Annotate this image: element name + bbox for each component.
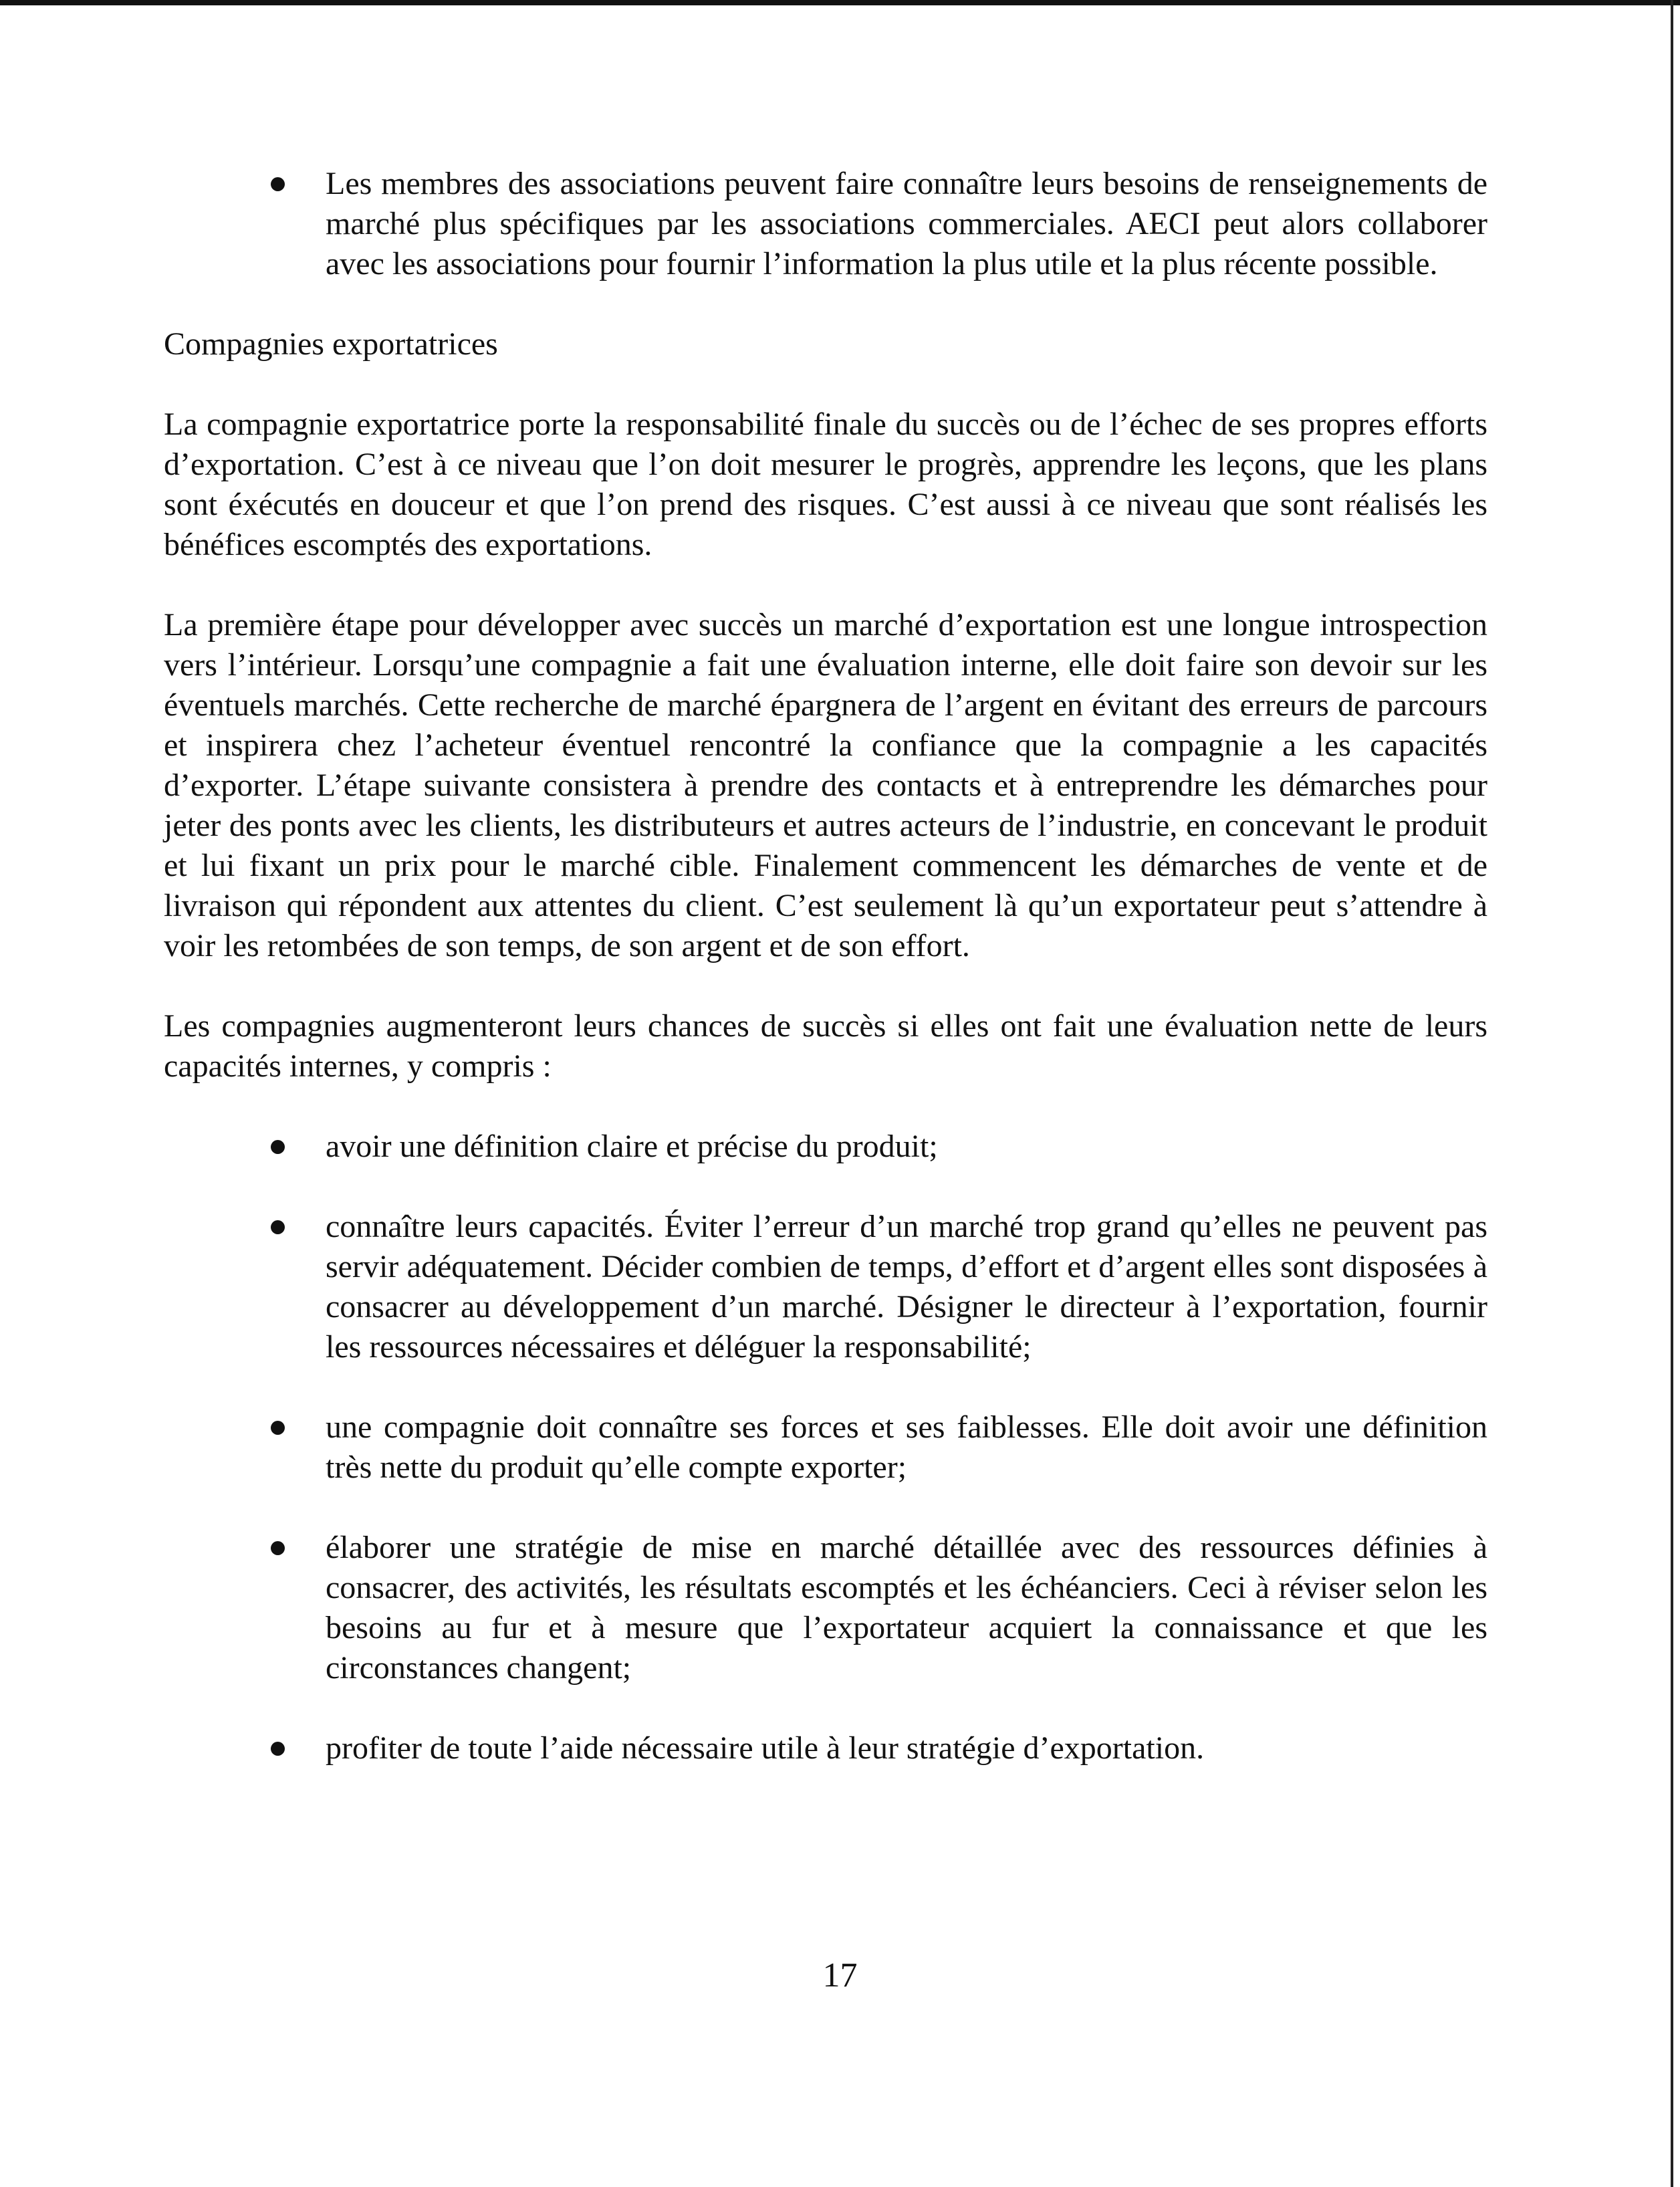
list-item bbox=[164, 1127, 1487, 1167]
list-item-text: connaître leurs capacités. Éviter l’erreur d’un marché trop grand qu’elles ne peuvent pas servir adéquatement. Décider combien de temps, d’effort et d’argent elles sont disposées à consacrer au développement d’un marché. Désigner le directeur à l’exportation, fournir les ressources nécessaires et déléguer la responsabilité; bbox=[326, 1209, 1487, 1365]
bullet-icon bbox=[271, 1220, 285, 1234]
bullet-icon bbox=[271, 1742, 285, 1756]
paragraph: Les compagnies augmenteront leurs chances de succès si elles ont fait une évaluation nette de leurs capacités internes, y compris : bbox=[164, 1008, 1487, 1084]
paragraph: La compagnie exportatrice porte la responsabilité finale du succès ou de l’échec de ses propres efforts d’exportation. C’est à ce niveau que l’on doit mesurer le progrès, apprendre les leçons, que les plans sont éxécutés en douceur et que l’on prend des risques. C’est aussi à ce niveau que sont réalisés les bénéfices escomptés des exportations. bbox=[164, 407, 1487, 562]
list-item-text: élaborer une stratégie de mise en marché détaillée avec des ressources définies à consacrer, des activités, les résultats escomptés et les échéanciers. Ceci à réviser selon les besoins au fur et à mesure que l’exportateur acquiert la connaissance et que les circonstances changent; bbox=[326, 1530, 1487, 1686]
list-item-text: profiter de toute l’aide nécessaire utile à leur stratégie d’exportation. bbox=[326, 1730, 1205, 1766]
list-item bbox=[164, 1528, 1487, 1688]
bullet-icon bbox=[271, 1541, 285, 1555]
list-item bbox=[164, 1207, 1487, 1367]
intro-bullet-item bbox=[164, 164, 1487, 284]
section-heading: Compagnies exportatrices bbox=[164, 326, 498, 362]
list-item bbox=[164, 1407, 1487, 1488]
intro-bullet-text: Les membres des associations peuvent faire connaître leurs besoins de renseignements de marché plus spécifiques par les associations commerciales. AECI peut alors collaborer avec les associations pour fournir l’information la plus utile et la plus récente possible. bbox=[326, 166, 1487, 281]
list-item-text: une compagnie doit connaître ses forces et ses faiblesses. Elle doit avoir une définition très nette du produit qu’elle compte exporter; bbox=[326, 1409, 1487, 1485]
list-item-text: avoir une définition claire et précise du produit; bbox=[326, 1129, 938, 1164]
bullet-icon bbox=[271, 1140, 285, 1154]
paragraph: La première étape pour développer avec succès un marché d’exportation est une longue introspection vers l’intérieur. Lorsqu’une compagnie a fait une évaluation interne, elle doit faire son devoir sur les éventuels marchés. Cette recherche de marché épargnera de l’argent en évitant des erreurs de parcours et inspirera chez l’acheteur éventuel rencontré la confiance que la compagnie a les capacités d’exporter. L’étape suivante consistera à prendre des contacts et à entreprendre les démarches pour jeter des ponts avec les clients, les distributeurs et autres acteurs de l’industrie, en concevant le produit et lui fixant un prix pour le marché cible. Finalement commencent les démarches de vente et de livraison qui répondent aux attentes du client. C’est seulement là qu’un exportateur peut s’attendre à voir les retombées de son temps, de son argent et de son effort. bbox=[164, 607, 1487, 963]
document-body bbox=[164, 164, 1487, 1768]
page-number: 17 bbox=[822, 1956, 858, 1994]
right-scan-border bbox=[1671, 0, 1673, 2187]
top-scan-border bbox=[0, 0, 1680, 5]
list-item bbox=[164, 1728, 1487, 1768]
bullet-icon bbox=[271, 177, 285, 191]
bullet-icon bbox=[271, 1421, 285, 1435]
